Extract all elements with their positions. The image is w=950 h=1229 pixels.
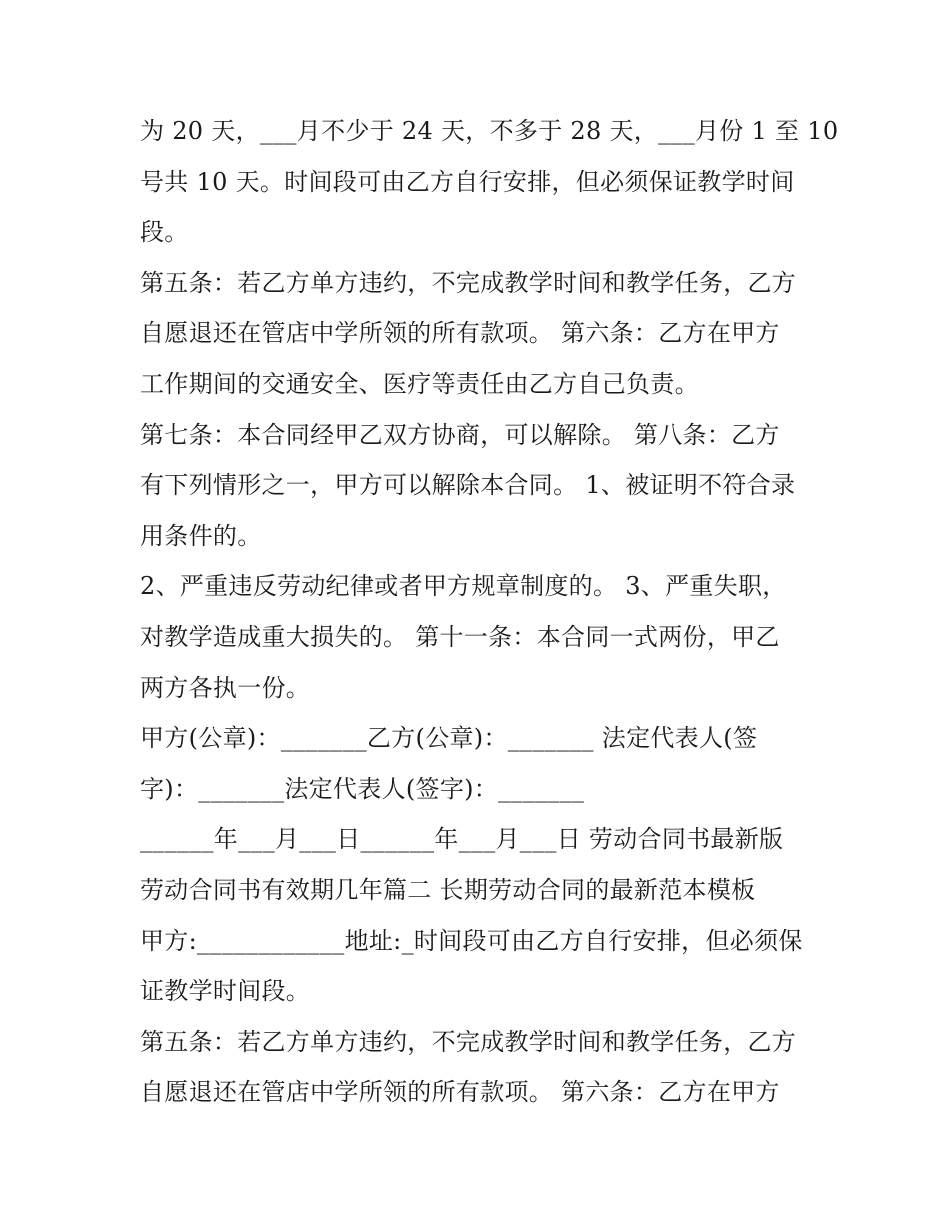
document-body — [140, 106, 839, 1118]
text-line: 甲方(公章)：_______乙方(公章)：_______ 法定代表人(签 — [140, 724, 758, 753]
text-line: 第五条：若乙方单方违约，不完成教学时间和教学任务，乙方 — [140, 268, 797, 297]
text-line: 工作期间的交通安全、医疗等责任由乙方自己负责。 — [140, 369, 699, 398]
text-line: 为 20 天，___月不少于 24 天，不多于 28 天，___月份 1 至 10 — [140, 117, 839, 145]
text-line: 两方各执一份。 — [140, 673, 311, 702]
text-line: 有下列情形之一，甲方可以解除本合同。 1、被证明不符合录 — [140, 471, 796, 500]
text-line: 自愿退还在管店中学所领的所有款项。 第六条：乙方在甲方 — [140, 319, 780, 348]
text-line: 段。 — [140, 218, 189, 247]
text-line: 号共 10 天。时间段可由乙方自行安排，但必须保证教学时间 — [140, 167, 795, 196]
text-line: ______年___月___日______年___月___日 劳动合同书最新版 — [140, 825, 784, 854]
text-line: 劳动合同书有效期几年篇二 长期劳动合同的最新范本模板 — [140, 875, 756, 904]
text-line: 第七条：本合同经甲乙双方协商，可以解除。 第八条：乙方 — [140, 420, 780, 449]
text-line: 2、严重违反劳动纪律或者甲方规章制度的。 3、严重失职， — [140, 572, 787, 601]
text-line: 自愿退还在管店中学所领的所有款项。 第六条：乙方在甲方 — [140, 1078, 780, 1107]
text-line: 第五条：若乙方单方违约，不完成教学时间和教学任务，乙方 — [140, 1027, 797, 1056]
text-line: 证教学时间段。 — [140, 977, 311, 1006]
text-line: 对教学造成重大损失的。 第十一条：本合同一式两份，甲乙 — [140, 622, 780, 651]
text-line: 字)：_______法定代表人(签字)：_______ — [140, 774, 585, 803]
text-line: 用条件的。 — [140, 521, 262, 550]
text-line: 甲方:____________地址:_时间段可由乙方自行安排，但必须保 — [140, 926, 803, 955]
